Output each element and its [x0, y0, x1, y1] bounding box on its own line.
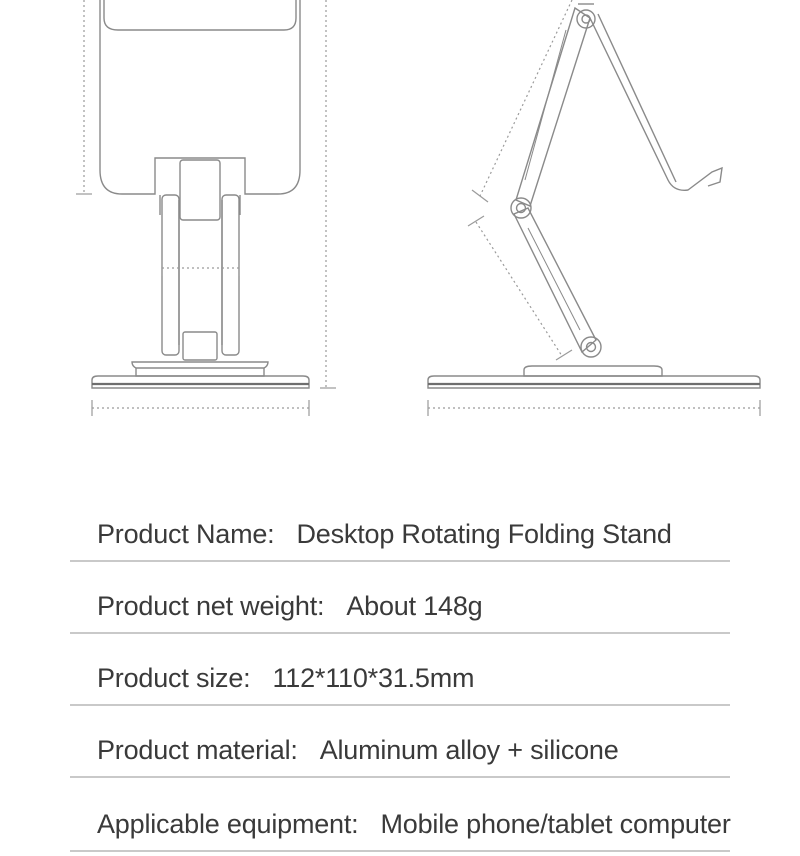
- spec-row-material: [70, 706, 730, 778]
- front-dimension-lines: [76, 0, 336, 416]
- spec-label: Product material:: [97, 735, 298, 765]
- spec-label: Applicable equipment:: [97, 809, 359, 839]
- spec-row-net-weight: [70, 562, 730, 634]
- spec-value: About 148g: [346, 591, 483, 621]
- spec-value: 112*110*31.5mm: [272, 663, 475, 693]
- spec-row-applicable-equipment: [70, 780, 730, 852]
- spec-value: Desktop Rotating Folding Stand: [296, 519, 672, 549]
- spec-value: Aluminum alloy + silicone: [319, 735, 619, 765]
- spec-label: Product Name:: [97, 519, 275, 549]
- spec-row-product-name: [70, 490, 730, 562]
- side-dimension-lines: [428, 0, 760, 416]
- phone-stand-side-view-icon: [428, 4, 760, 388]
- spec-row-size: [70, 634, 730, 706]
- spec-label: Product net weight:: [97, 591, 325, 621]
- spec-value: Mobile phone/tablet computer: [380, 809, 731, 839]
- spec-label: Product size:: [97, 663, 251, 693]
- phone-stand-front-view-icon: [92, 0, 309, 388]
